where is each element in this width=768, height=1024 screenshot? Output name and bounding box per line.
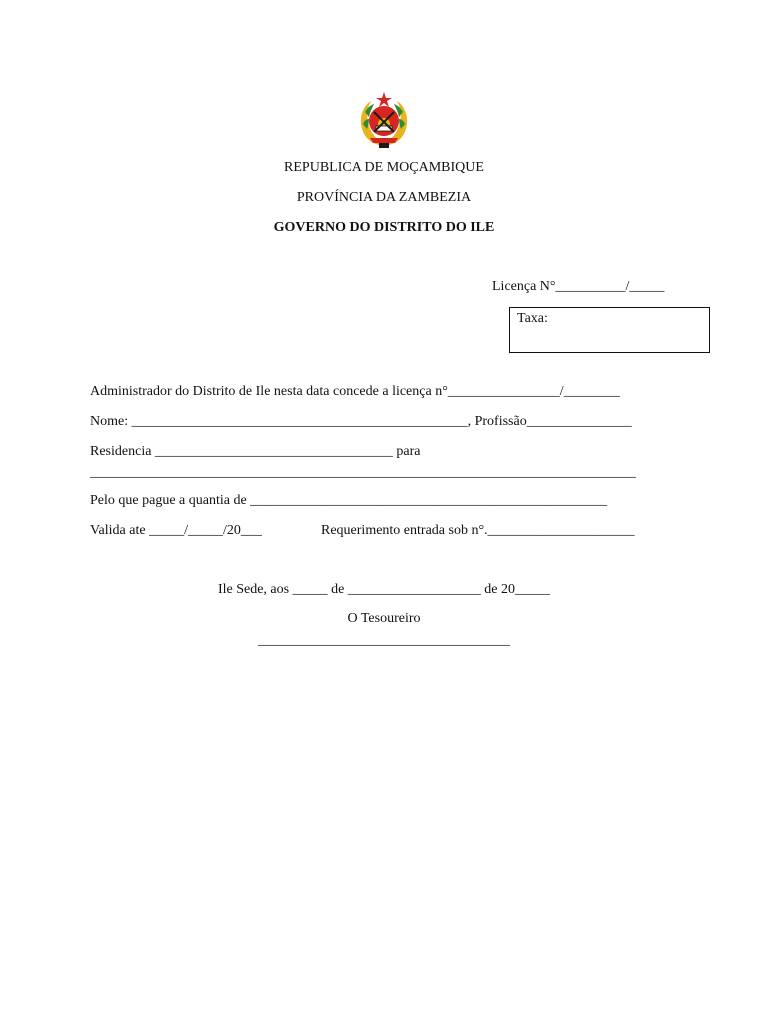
- request-entry-field[interactable]: Requerimento entrada sob n°._____________________: [321, 523, 635, 538]
- signature-line[interactable]: ____________________________________: [258, 633, 510, 648]
- purpose-blank-line[interactable]: ______________________________________________________________________________: [90, 465, 636, 480]
- license-number-field[interactable]: Licença N°__________/_____: [492, 279, 665, 294]
- header-republic: REPUBLICA DE MOÇAMBIQUE: [284, 160, 484, 175]
- taxa-box[interactable]: [509, 307, 710, 353]
- place-date-line[interactable]: Ile Sede, aos _____ de ___________________ de 20_____: [217, 582, 551, 597]
- taxa-label: Taxa:: [517, 311, 548, 326]
- amount-line[interactable]: Pelo que pague a quantia de ___________________________________________________: [90, 493, 608, 508]
- license-grant-line[interactable]: Administrador do Distrito de Ile nesta data concede a licença n°________________/________: [90, 384, 620, 399]
- header-district-government: GOVERNO DO DISTRITO DO ILE: [273, 220, 495, 235]
- residence-line[interactable]: Residencia __________________________________ para: [90, 444, 421, 459]
- signatory-title: O Tesoureiro: [347, 611, 421, 626]
- valid-until-field[interactable]: Valida ate _____/_____/20___: [90, 523, 262, 538]
- header-province: PROVÍNCIA DA ZAMBEZIA: [296, 190, 472, 205]
- national-emblem-icon: [357, 90, 411, 150]
- name-profession-line[interactable]: Nome: ________________________________________________, Profissão_______________: [90, 414, 632, 429]
